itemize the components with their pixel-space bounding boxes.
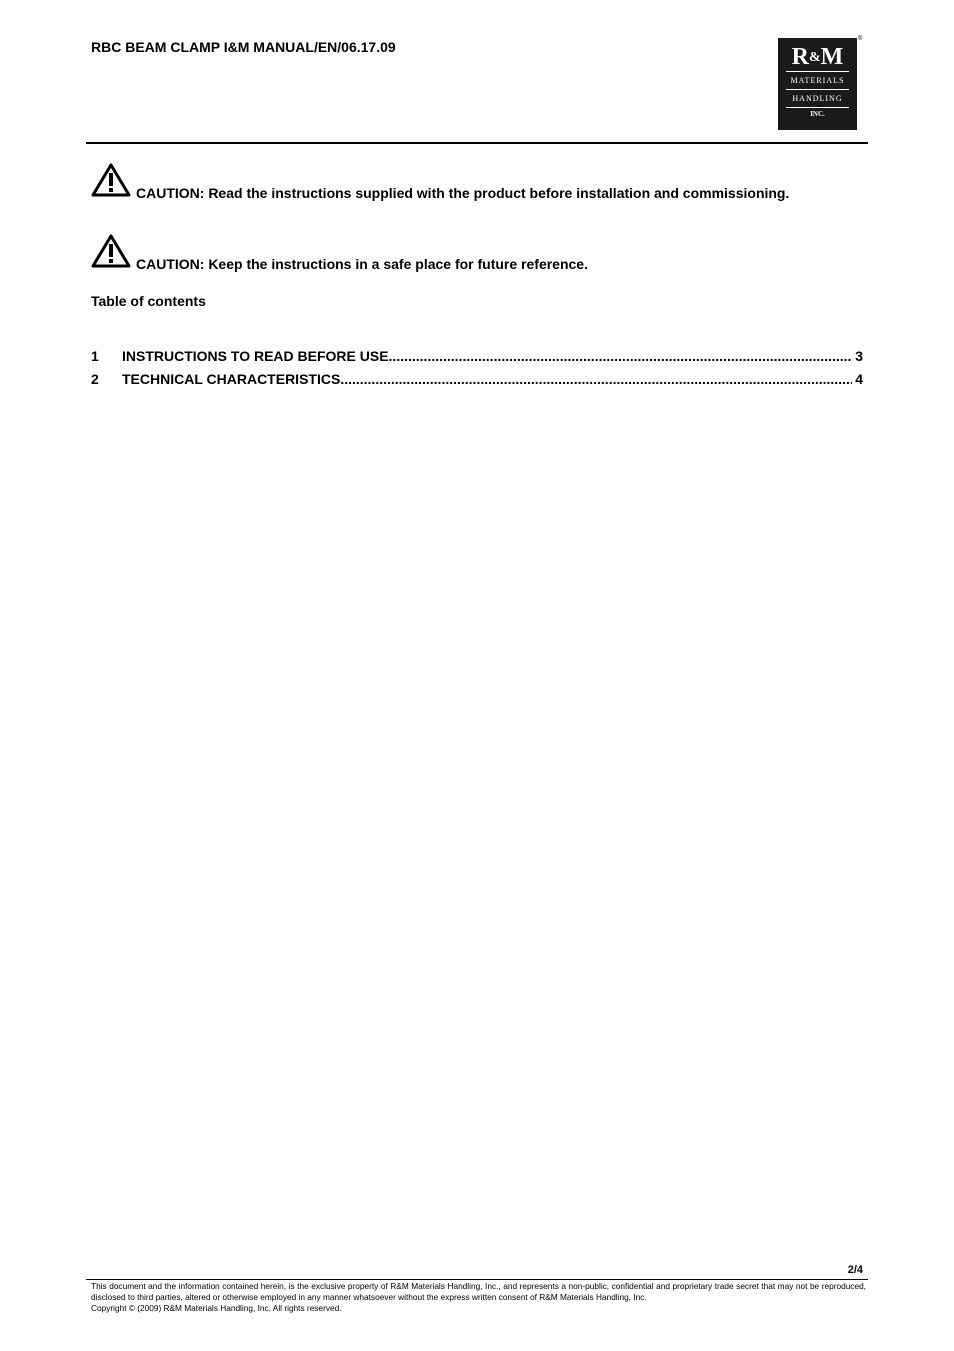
toc-leader-dots [340, 371, 852, 387]
logo-materials: MATERIALS [790, 76, 845, 85]
footer-legal [91, 1281, 866, 1314]
caution-text: CAUTION: Keep the instructions in a safe place for future reference. [136, 256, 588, 272]
toc-entry[interactable] [91, 348, 863, 368]
footer-divider [86, 1279, 868, 1280]
toc-entry-title: TECHNICAL CHARACTERISTICS [122, 371, 341, 387]
toc-entry-page: 3 [855, 348, 863, 364]
logo-monogram: R&M [791, 44, 844, 70]
header-divider [86, 142, 868, 144]
toc-entry-number: 1 [91, 348, 99, 364]
registered-mark: ® [858, 36, 863, 42]
toc-entry-title: INSTRUCTIONS TO READ BEFORE USE [122, 348, 389, 364]
warning-triangle-icon [91, 163, 131, 197]
toc-heading: Table of contents [91, 293, 206, 309]
toc-leader-dots [389, 348, 853, 364]
footer-legal-text: This document and the information contained herein, is the exclusive property of R&M Materials Handling, Inc., and represents a non-public, confidential and proprietary trade secret that may not be reproduced, disclosed to third parties, altered or otherwise employed in any manner whatsoever without the express written consent of R&M Materials Handling, Inc. [91, 1281, 866, 1302]
logo-inc: INC. [810, 110, 825, 118]
warning-triangle-icon [91, 234, 131, 268]
logo-handling: HANDLING [792, 94, 843, 103]
caution-text: CAUTION: Read the instructions supplied with the product before installation and commissioning. [136, 185, 790, 201]
toc-entry-page: 4 [855, 371, 863, 387]
company-logo [778, 38, 857, 130]
footer-copyright: Copyright © (2009) R&M Materials Handling, Inc. All rights reserved. [91, 1303, 342, 1313]
toc-entry-number: 2 [91, 371, 99, 387]
toc-entry[interactable] [91, 371, 863, 391]
page-number: 2/4 [847, 1264, 863, 1276]
document-title: RBC BEAM CLAMP I&M MANUAL/EN/06.17.09 [91, 39, 396, 55]
